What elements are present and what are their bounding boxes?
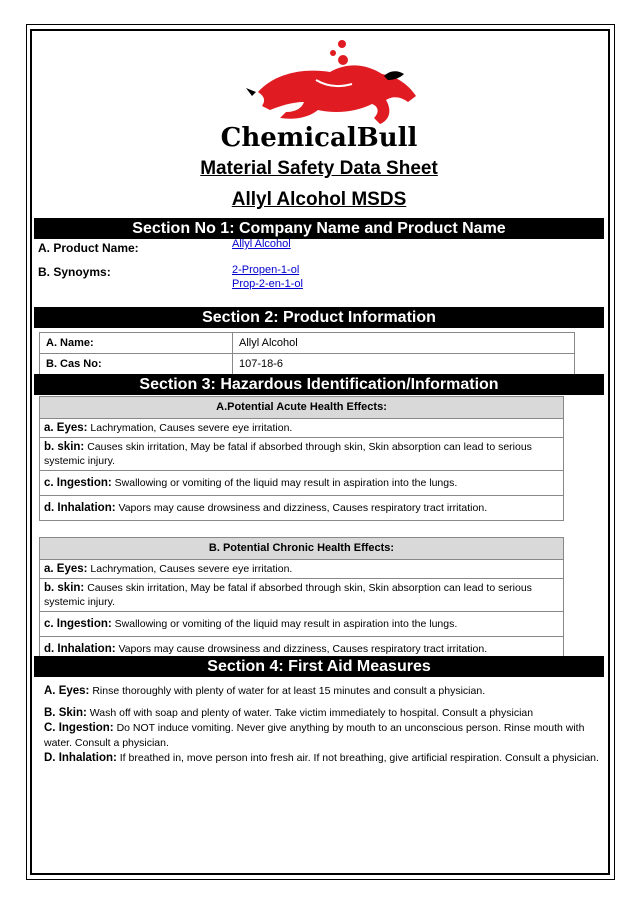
product-name-label: A. Product Name: [38,241,139,255]
product-name-link[interactable]: Allyl Alcohol [232,238,291,250]
table-row [40,354,575,375]
chronic-effects-heading: B. Potential Chronic Health Effects: [40,538,563,560]
list-item: c. Ingestion: Swallowing or vomiting of the liquid may result in aspiration into the lungs. [40,612,563,637]
section2-heading: Section 2: Product Information [34,307,604,328]
acute-effects-box [39,396,564,521]
synonym-link[interactable]: 2-Propen-1-ol [232,264,300,276]
table-row [40,333,575,354]
chronic-effects-box [39,537,564,662]
list-item: c. Ingestion: Swallowing or vomiting of the liquid may result in aspiration into the lungs. [40,471,563,496]
cas-value: 107-18-6 [233,354,575,375]
name-value: Allyl Alcohol [233,333,575,354]
cas-label: B. Cas No: [40,354,233,375]
first-aid-item: D. Inhalation: If breathed in, move person into fresh air. If not breathing, give artificial respiration. Consult a physician. [44,752,599,764]
section3-heading: Section 3: Hazardous Identification/Information [34,374,604,395]
list-item: a. Eyes: Lachrymation, Causes severe eye irritation. [40,419,563,438]
first-aid-item: B. Skin: Wash off with soap and plenty of water. Take victim immediately to hospital. Consult a physician [44,707,534,719]
product-info-table [39,332,575,375]
logo-text: ChemicalBull [220,123,418,152]
list-item: b. skin: Causes skin irritation, May be fatal if absorbed through skin, Skin absorption can lead to serious systemic injury. [40,579,563,612]
section1-heading: Section No 1: Company Name and Product Name [34,218,604,239]
list-item: b. skin: Causes skin irritation, May be fatal if absorbed through skin, Skin absorption can lead to serious systemic injury. [40,438,563,471]
acute-effects-heading: A.Potential Acute Health Effects: [40,397,563,419]
list-item: a. Eyes: Lachrymation, Causes severe eye irritation. [40,560,563,579]
name-label: A. Name: [40,333,233,354]
list-item: d. Inhalation: Vapors may cause drowsiness and dizziness, Causes respiratory tract irritation. [44,502,488,514]
first-aid-item: C. Ingestion: Do NOT induce vomiting. Never give anything by mouth to an unconscious person. Rinse mouth with water. Consult a physician. [44,722,585,749]
section4-heading: Section 4: First Aid Measures [34,656,604,677]
synonym-link[interactable]: Prop-2-en-1-ol [232,278,303,290]
synonyms-label: B. Synoyms: [38,265,111,279]
first-aid-item: A. Eyes: Rinse thoroughly with plenty of water for at least 15 minutes and consult a physician. [44,685,486,697]
document-title: Material Safety Data Sheet [200,158,438,179]
chemicalbull-logo [196,40,442,152]
list-item: d. Inhalation: Vapors may cause drowsiness and dizziness, Causes respiratory tract irritation. [44,643,488,655]
document-subtitle: Allyl Alcohol MSDS [231,189,407,210]
